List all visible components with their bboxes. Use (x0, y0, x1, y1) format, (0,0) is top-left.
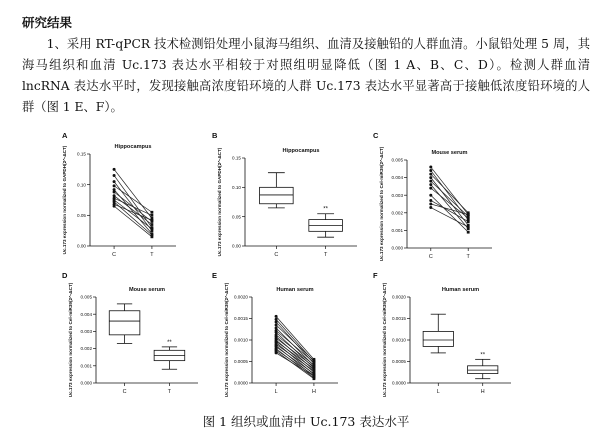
data-point (275, 315, 278, 318)
box (260, 187, 294, 203)
y-tick-label: 0.001 (391, 228, 403, 233)
data-point (429, 169, 432, 172)
chart-title: Human serum (441, 287, 480, 293)
paragraph-text: 1、采用 RT-qPCR 技术检测铅处理小鼠海马组织、血清及接触铅的人群血清。小鼠铅处理 5 周，其海马组织和血清 Uc.173 表达水平相较于对照组明显降低（图 1 A、B、C、D）。检测人群血清 lncRNA 表达水平时，发现接触高浓度铅环境的人群 Uc.173 表达水平显著高于接触低浓度铅环境的人群（图 1 E、F）。 (22, 37, 590, 114)
panel-f (373, 271, 511, 397)
chart-title: Human serum (276, 287, 314, 293)
data-point (313, 377, 316, 380)
y-tick-label: 0.003 (80, 329, 92, 334)
y-tick-label: 0.05 (77, 212, 86, 218)
x-tick-label: L (436, 389, 440, 395)
panel-c (373, 131, 492, 261)
x-tick-label: H (311, 389, 316, 395)
y-tick-label: 0.0000 (391, 380, 406, 386)
y-tick-label: 0.0000 (233, 380, 248, 386)
x-tick-label: C (122, 389, 127, 395)
data-point (151, 214, 154, 217)
data-point (275, 351, 278, 354)
box (468, 366, 498, 374)
pair-line (431, 178, 468, 226)
y-tick-label: 0.15 (232, 155, 241, 161)
data-point (467, 220, 470, 223)
data-point (151, 223, 154, 226)
y-axis-label: Uc.173 expression normalized to GAPDH(2^-ΔCT) (62, 145, 67, 255)
data-point (275, 326, 278, 329)
data-point (467, 213, 470, 216)
data-point (113, 184, 116, 187)
y-tick-label: 0.00 (232, 243, 241, 249)
y-tick-label: 0.005 (80, 294, 92, 300)
pair-line (431, 208, 468, 227)
data-point (313, 370, 316, 373)
y-tick-label: 0.000 (391, 245, 403, 251)
data-point (429, 166, 432, 169)
panel-label: F (373, 271, 378, 280)
data-point (429, 203, 432, 206)
x-tick-label: T (167, 389, 172, 395)
y-tick-label: 0.0015 (233, 316, 248, 322)
x-tick-label: C (428, 254, 433, 260)
y-tick-label: 0.10 (77, 182, 86, 188)
y-tick-label: 0.0020 (233, 294, 248, 300)
data-point (467, 217, 470, 220)
y-axis-label: Uc.173 expression normalized to Cel-miR39(2^-ΔCT) (68, 282, 73, 398)
pair-line (114, 196, 152, 225)
panel-label: B (212, 131, 218, 140)
y-axis-label: Uc.173 expression normalized to Cel-miR39(2^-ΔCT) (224, 282, 229, 398)
data-point (113, 174, 116, 177)
panel-label: E (212, 271, 218, 280)
data-point (429, 194, 432, 197)
data-point (429, 187, 432, 190)
x-tick-label: H (480, 389, 485, 395)
pair-line (114, 182, 152, 231)
chart-title: Mouse serum (128, 287, 166, 293)
y-tick-label: 0.000 (80, 380, 92, 386)
pair-line (431, 171, 468, 220)
pair-line (114, 186, 152, 212)
panel-a (62, 131, 176, 258)
data-point (151, 211, 154, 214)
pair-line (431, 204, 468, 215)
y-tick-label: 0.00 (77, 243, 86, 249)
pair-line (114, 200, 152, 229)
section-heading: 研究结果 (22, 15, 73, 30)
data-point (113, 180, 116, 183)
data-point (113, 191, 116, 194)
figure-caption: 图 1 组织或血清中 Uc.173 表达水平 (202, 414, 410, 429)
data-point (275, 323, 278, 326)
x-tick-label: T (150, 252, 154, 258)
chart-title: Hippocampus (282, 148, 320, 154)
data-point (429, 183, 432, 186)
y-tick-label: 0.001 (80, 363, 92, 369)
y-tick-label: 0.002 (391, 210, 403, 216)
y-tick-label: 0.0010 (391, 337, 406, 343)
data-point (429, 199, 432, 202)
y-tick-label: 0.002 (80, 346, 92, 352)
chart-title: Hippocampus (114, 144, 152, 150)
box (423, 331, 453, 346)
x-tick-label: C (112, 252, 117, 258)
chart-title: Mouse serum (431, 150, 468, 156)
y-tick-label: 0.004 (80, 311, 92, 317)
y-tick-label: 0.0015 (391, 316, 406, 322)
x-tick-label: L (274, 389, 278, 395)
y-tick-label: 0.004 (391, 175, 403, 181)
data-point (113, 205, 116, 208)
panel-label: A (62, 131, 68, 140)
data-point (429, 173, 432, 176)
data-point (151, 235, 154, 238)
data-point (429, 180, 432, 183)
data-point (113, 168, 116, 171)
y-tick-label: 0.0020 (391, 294, 406, 300)
data-point (275, 320, 278, 323)
panel-b (212, 131, 357, 258)
data-point (275, 331, 278, 334)
y-tick-label: 0.003 (391, 192, 403, 198)
data-point (313, 361, 316, 364)
data-point (429, 176, 432, 179)
data-point (429, 206, 432, 209)
y-tick-label: 0.0005 (233, 359, 248, 365)
x-tick-label: C (274, 252, 279, 258)
y-axis-label: Uc.173 expression normalized to Cel-miR39(2^-ΔCT) (382, 282, 387, 398)
panel-d (62, 271, 198, 397)
significance-marker: ** (323, 206, 328, 213)
box (109, 311, 140, 335)
data-point (313, 375, 316, 378)
significance-marker: ** (480, 352, 486, 359)
y-tick-label: 0.10 (232, 184, 241, 190)
data-point (275, 318, 278, 321)
y-tick-label: 0.0005 (391, 359, 406, 365)
y-tick-label: 0.0010 (233, 337, 248, 343)
x-tick-label: T (466, 254, 470, 260)
x-tick-label: T (323, 252, 328, 258)
y-axis-label: Uc.173 expression normalized to GAPDH(2^-ΔCT) (217, 147, 222, 257)
y-tick-label: 0.005 (391, 157, 403, 163)
panel-label: D (62, 271, 68, 280)
significance-marker: ** (167, 339, 172, 346)
data-point (151, 227, 154, 230)
data-point (467, 231, 470, 234)
data-point (151, 219, 154, 222)
panel-label: C (373, 131, 379, 140)
y-axis-label: Uc.173 expression normalized to Cel-miR39(2^-ΔCT) (379, 146, 384, 262)
y-tick-label: 0.15 (77, 151, 86, 157)
y-tick-label: 0.05 (232, 214, 241, 220)
panel-e (212, 271, 338, 397)
data-point (467, 225, 470, 228)
